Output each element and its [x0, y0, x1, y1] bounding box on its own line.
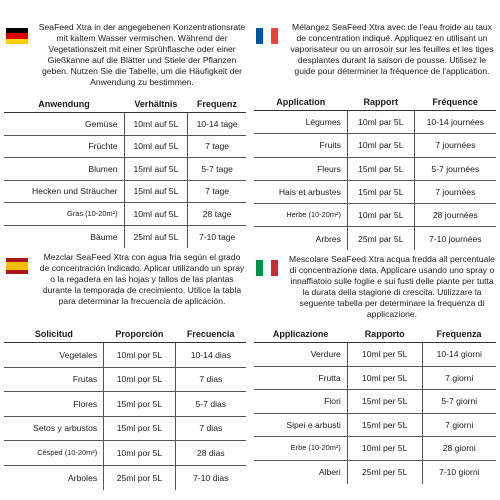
- table-row: [254, 227, 496, 250]
- plant-cell: Setos y arbustos: [4, 416, 104, 441]
- ratio-cell: 15ml par 5L: [347, 157, 414, 180]
- ratio-cell: 10ml por 5L: [104, 441, 175, 466]
- flag-band: [263, 260, 270, 276]
- frequency-cell: 28 tage: [188, 203, 246, 226]
- plant-cell: Blumen: [4, 158, 124, 181]
- plant-cell: Gras (10-20m²): [4, 203, 124, 226]
- ratio-cell: 10ml auf 5L: [124, 203, 188, 226]
- table-row: [4, 113, 246, 136]
- plant-cell: Hais et arbustes: [254, 180, 347, 203]
- ratio-cell: 25ml par 5L: [347, 227, 414, 250]
- frequency-cell: 7 journées: [414, 134, 496, 157]
- spain-flag-icon: [6, 258, 28, 274]
- frequency-cell: 7-10 journées: [414, 227, 496, 250]
- flag-band: [6, 39, 28, 44]
- ratio-cell: 10ml por 5L: [104, 367, 175, 392]
- dosage-table-german: [4, 96, 246, 248]
- panel-german: [4, 22, 246, 248]
- intro-text-italian: [254, 254, 496, 326]
- column-header: Fréquence: [414, 94, 496, 111]
- column-header: Applicazione: [254, 326, 347, 343]
- frequency-cell: 10-14 journées: [414, 111, 496, 134]
- table-row: [254, 204, 496, 227]
- table-row: [4, 367, 246, 392]
- frequency-cell: 7 dias: [175, 367, 246, 392]
- frequency-cell: 10-14 dias: [175, 343, 246, 368]
- frequency-cell: 5-7 dias: [175, 392, 246, 417]
- table-row: [254, 413, 496, 437]
- plant-cell: Fiori: [254, 390, 347, 414]
- plant-cell: Légumes: [254, 111, 347, 134]
- table-row: [254, 437, 496, 461]
- france-flag-icon: [256, 28, 278, 44]
- flag-band: [263, 28, 270, 44]
- panel-french: [254, 22, 496, 250]
- frequency-cell: 28 dias: [175, 441, 246, 466]
- table-row: [254, 343, 496, 367]
- frequency-cell: 5-7 journées: [414, 157, 496, 180]
- ratio-cell: 15ml auf 5L: [124, 180, 188, 203]
- germany-flag-icon: [6, 28, 28, 44]
- plant-cell: Frutas: [4, 367, 104, 392]
- intro-paragraph: Mezclar SeaFeed Xtra con agua fria según el grado de concentración indicado. Aplicar utilizando un spray o la regadera en las hojas y tallos de las plantas durante la temporada de crecimiento. Utilice la tabla para determinar la frecuencia de aplicación.: [39, 252, 245, 306]
- frequency-cell: 7-10 tage: [188, 225, 246, 248]
- table-row: [4, 180, 246, 203]
- ratio-cell: 15ml por 5L: [104, 392, 175, 417]
- ratio-cell: 10ml per 5L: [347, 366, 422, 390]
- table-row: [4, 343, 246, 368]
- flag-band: [271, 28, 278, 44]
- plant-cell: Arboles: [68, 472, 98, 483]
- frequency-cell: 7 dias: [175, 416, 246, 441]
- frequency-cell: 7-10 giorni: [422, 460, 496, 484]
- flag-band: [6, 262, 28, 270]
- ratio-cell: 15ml auf 5L: [124, 158, 188, 181]
- plant-cell: Alberi: [318, 467, 341, 477]
- frequency-cell: 7 giorni: [422, 413, 496, 437]
- flag-band: [256, 260, 263, 276]
- table-row: [254, 180, 496, 203]
- table-row: [4, 416, 246, 441]
- column-header: Rapporto: [347, 326, 422, 343]
- ratio-cell: 10ml par 5L: [347, 111, 414, 134]
- table-row: [4, 225, 246, 248]
- ratio-cell: 10ml per 5L: [347, 437, 422, 461]
- frequency-cell: 5-7 giorni: [422, 390, 496, 414]
- ratio-cell: 25ml per 5L: [347, 460, 422, 484]
- ratio-cell: 10ml por 5L: [104, 343, 175, 368]
- frequency-cell: 7 giorni: [422, 366, 496, 390]
- plant-cell: Frutta: [254, 366, 347, 390]
- frequency-cell: 28 giorni: [422, 437, 496, 461]
- plant-cell: Herbe (10-20m²): [254, 204, 347, 227]
- plant-cell: Flores: [4, 392, 104, 417]
- table-row: [4, 441, 246, 466]
- ratio-cell: 15ml por 5L: [104, 416, 175, 441]
- ratio-cell: 10ml par 5L: [347, 134, 414, 157]
- column-header: Frecuencia: [175, 326, 246, 343]
- plant-cell: Fleurs: [254, 157, 347, 180]
- frequency-cell: 7 journées: [414, 180, 496, 203]
- column-header: Application: [254, 94, 347, 111]
- table-row: [4, 392, 246, 417]
- ratio-cell: 15ml par 5L: [347, 180, 414, 203]
- table-row: [4, 135, 246, 158]
- column-header: Verhältnis: [124, 96, 188, 113]
- table-row: [254, 134, 496, 157]
- ratio-cell: 25ml auf 5L: [124, 225, 188, 248]
- table-row: [254, 366, 496, 390]
- italy-flag-icon: [256, 260, 278, 276]
- plant-cell: Arbres: [315, 233, 341, 244]
- intro-paragraph: SeaFeed Xtra in der angegebenen Konzentrationsrate mit kaltem Wasser vermischen. Während der Vegetationszeit mit einer Sprühflasche oder einer Gießkanne auf die Blätter und Stiele der Pflanzen geben. Nutzen Sie die Tabelle, um die Häufigkeit der Anwendung zu bestimmen.: [38, 22, 246, 87]
- intro-paragraph: Mélangez SeaFeed Xtra avec de l'eau froide au taux de concentration indiqué. Appliquez en utilisant un vaporisateur ou un arrosoir sur les feuilles et les tiges desplantes durant la saison de pousse. Utilisez le guide pour déterminer la fréquence de l'application.: [290, 22, 494, 76]
- plant-cell: Césped (10-20m²): [4, 441, 104, 466]
- plant-cell: Hecken und Sträucher: [4, 180, 124, 203]
- intro-text-spanish: [4, 252, 246, 326]
- frequency-cell: 7 tage: [188, 180, 246, 203]
- dosage-table-italian: [254, 326, 496, 484]
- plant-cell: Erbe (10-20m²): [254, 437, 347, 461]
- table-row: [4, 158, 246, 181]
- table-row: [254, 460, 496, 484]
- frequency-cell: 7-10 dias: [175, 465, 246, 490]
- flag-band: [256, 28, 263, 44]
- column-header: Anwendung: [4, 96, 124, 113]
- dosage-table-spanish: [4, 326, 246, 490]
- ratio-cell: 15ml per 5L: [347, 390, 422, 414]
- ratio-cell: 10ml auf 5L: [124, 135, 188, 158]
- ratio-cell: 15ml per 5L: [347, 413, 422, 437]
- column-header: Frequenza: [422, 326, 496, 343]
- table-row: [4, 203, 246, 226]
- plant-cell: Früchte: [4, 135, 124, 158]
- ratio-cell: 10ml auf 5L: [124, 113, 188, 136]
- intro-text-german: [4, 22, 246, 96]
- panel-italian: [254, 254, 496, 484]
- table-row: [254, 157, 496, 180]
- plant-cell: Vegetales: [4, 343, 104, 368]
- plant-cell: Bäume: [90, 231, 118, 242]
- frequency-cell: 10-14 giorni: [422, 343, 496, 367]
- frequency-cell: 10-14 tage: [188, 113, 246, 136]
- panel-spanish: [4, 252, 246, 490]
- flag-band: [271, 260, 278, 276]
- dosage-table-french: [254, 94, 496, 250]
- plant-cell: Fruits: [254, 134, 347, 157]
- column-header: Frequenz: [188, 96, 246, 113]
- frequency-cell: 5-7 tage: [188, 158, 246, 181]
- ratio-cell: 25ml por 5L: [104, 465, 175, 490]
- intro-text-french: [254, 22, 496, 94]
- table-row: [4, 465, 246, 490]
- ratio-cell: 10ml per 5L: [347, 343, 422, 367]
- flag-band: [6, 270, 28, 274]
- frequency-cell: 7 tage: [188, 135, 246, 158]
- plant-cell: Verdure: [254, 343, 347, 367]
- table-row: [254, 111, 496, 134]
- table-row: [254, 390, 496, 414]
- ratio-cell: 10ml par 5L: [347, 204, 414, 227]
- plant-cell: Gemüse: [4, 113, 124, 136]
- frequency-cell: 28 journées: [414, 204, 496, 227]
- plant-cell: Sipei e arbusti: [254, 413, 347, 437]
- column-header: Solicitud: [4, 326, 104, 343]
- column-header: Proporción: [104, 326, 175, 343]
- intro-paragraph: Mescolare SeaFeed Xtra acqua fredda all percentuale di concentrazione data. Applicare usando uno spray o innaffiatoio sulle foglie e sui fusti delle piante per tutta la durata della stagione di crescita. Utilizzare la seguente tabella per determinare la frequenza di applicazione.: [289, 254, 495, 319]
- column-header: Rapport: [347, 94, 414, 111]
